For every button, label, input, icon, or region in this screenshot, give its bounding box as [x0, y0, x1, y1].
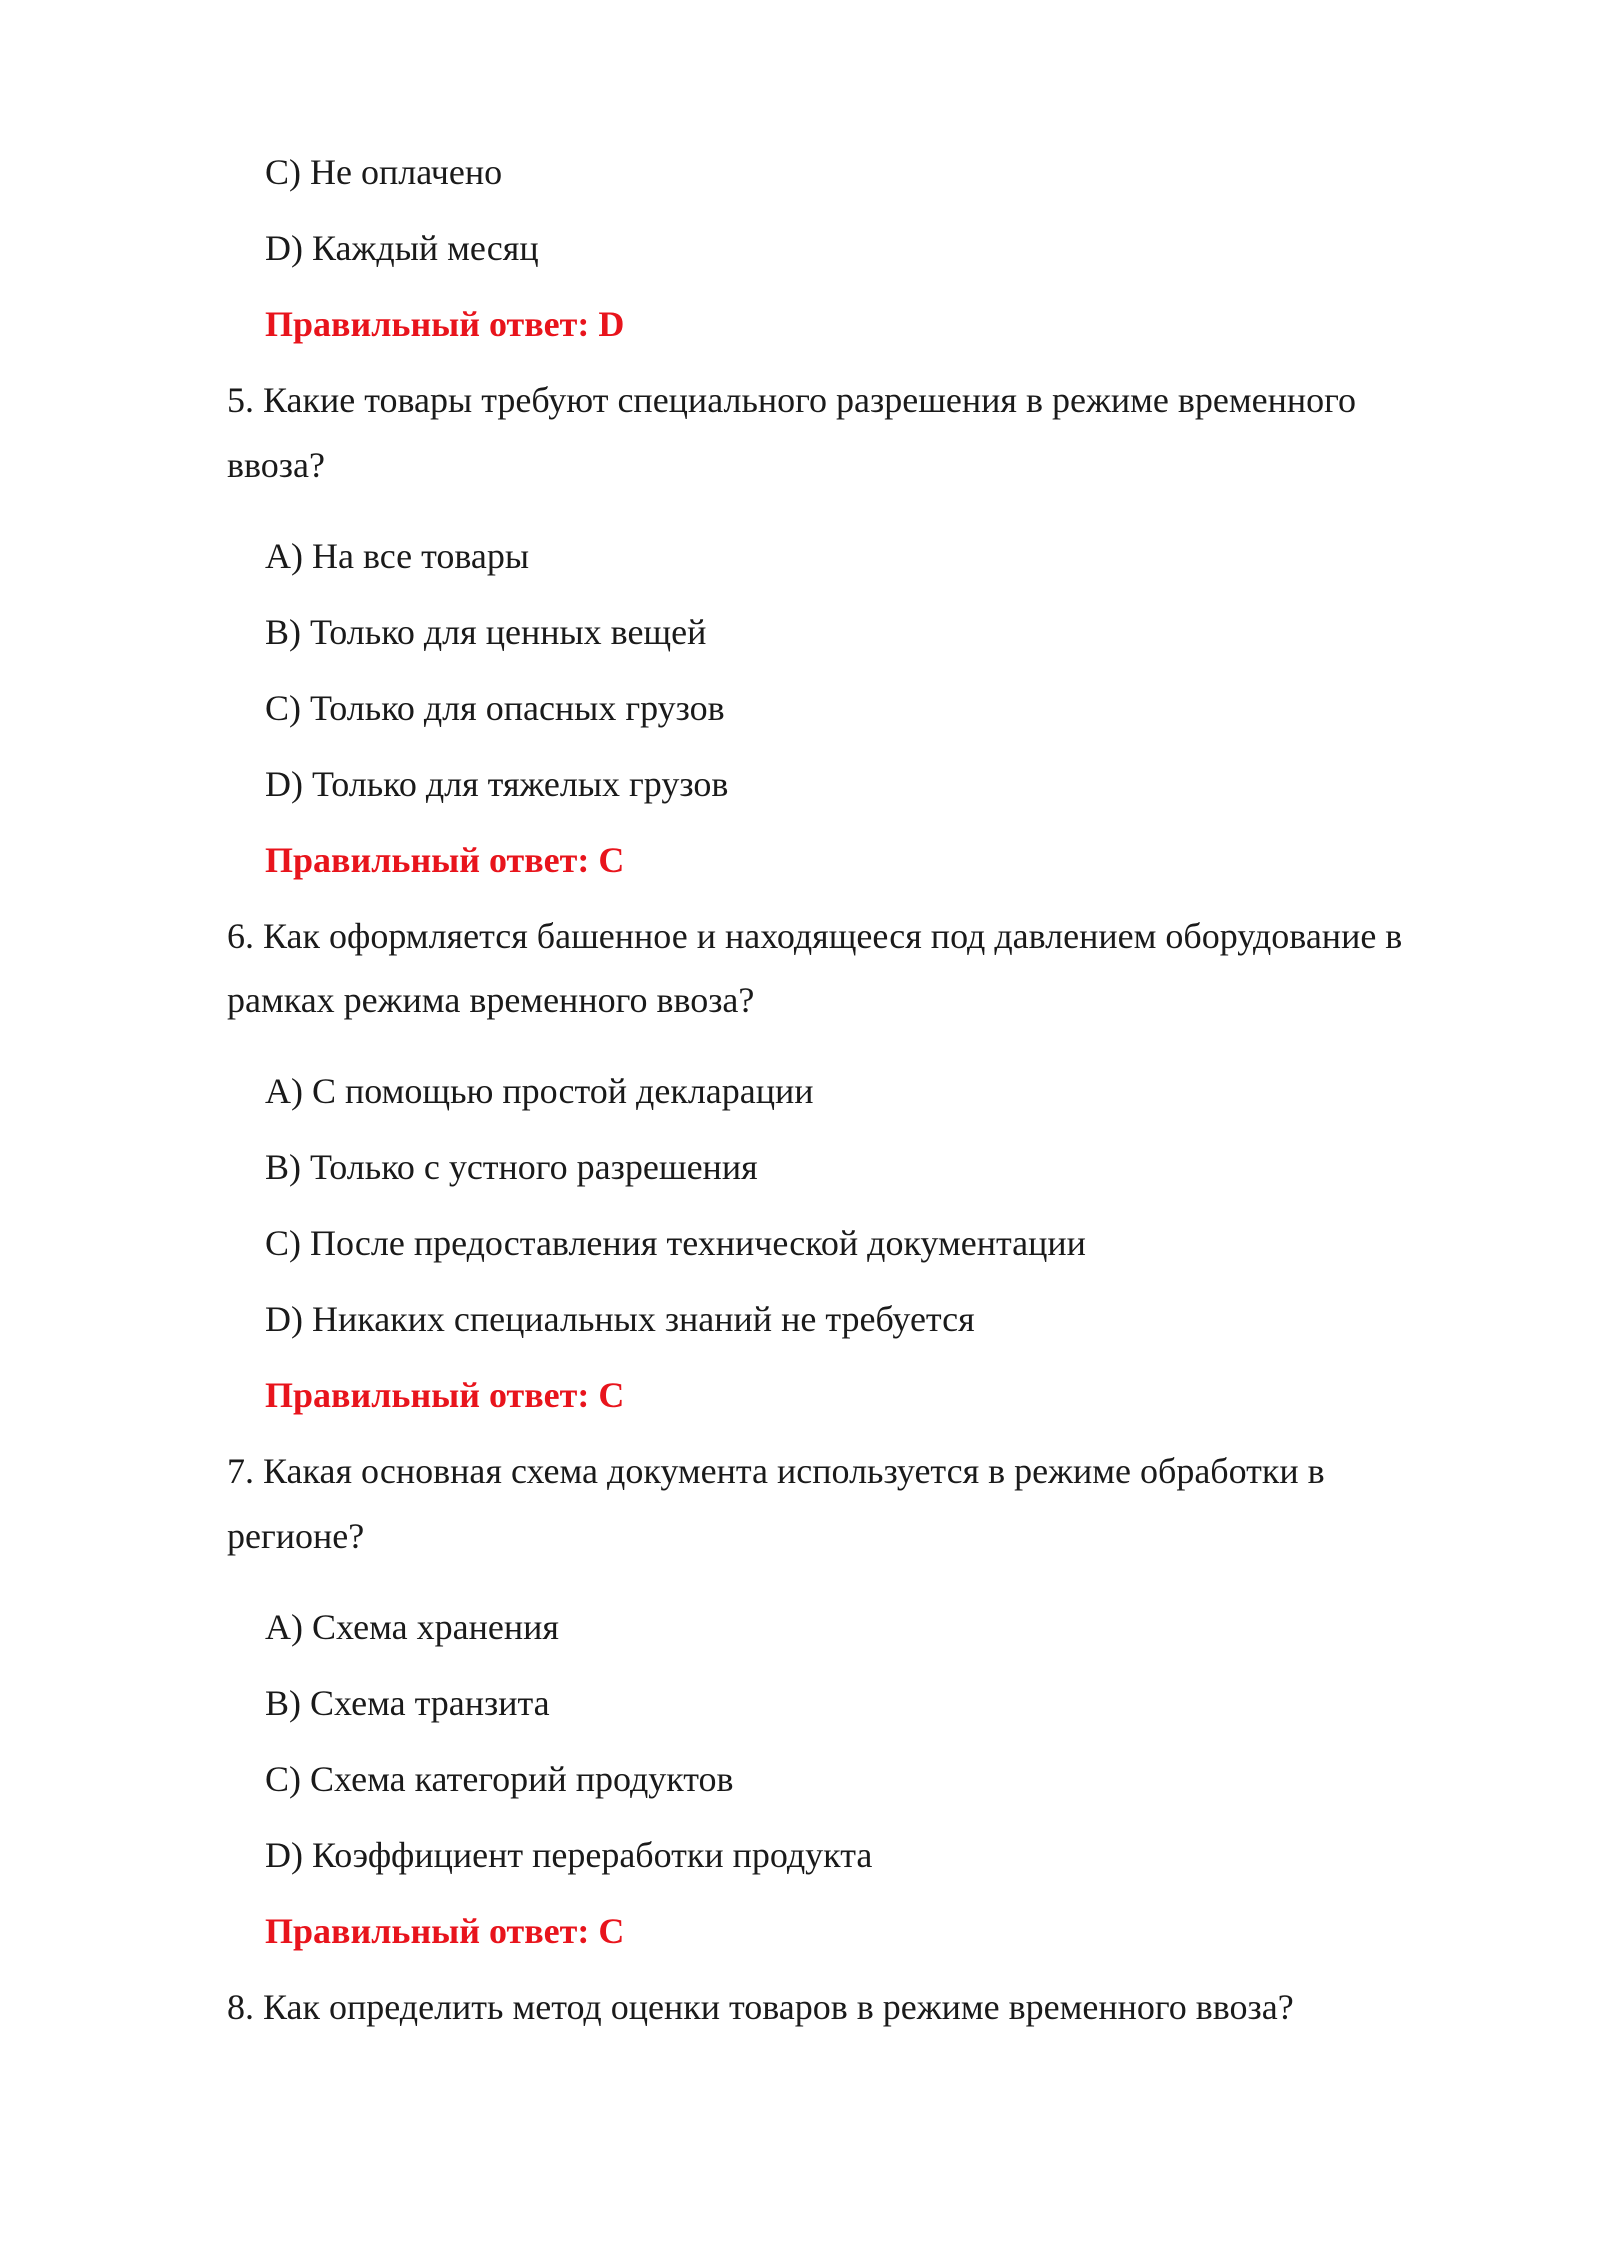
option-c: C) Только для опасных грузов	[265, 688, 725, 728]
correct-answer: Правильный ответ: D	[265, 304, 625, 344]
question-text: 6. Как оформляется башенное и находящееся под давлением оборудование в	[227, 916, 1403, 956]
question-text: 5. Какие товары требуют специального разрешения в режиме временного	[227, 380, 1356, 420]
option-c: C) Схема категорий продуктов	[265, 1759, 734, 1799]
correct-answer: Правильный ответ: C	[265, 840, 625, 880]
option-c: C) Не оплачено	[265, 152, 503, 192]
option-d: D) Коэффициент переработки продукта	[265, 1835, 873, 1875]
question-text-continued: регионе?	[227, 1516, 365, 1556]
option-b: B) Схема транзита	[265, 1683, 550, 1723]
question-text-continued: ввоза?	[227, 445, 325, 485]
option-a: A) На все товары	[265, 536, 530, 576]
option-c: C) После предоставления технической документации	[265, 1223, 1086, 1263]
option-d: D) Каждый месяц	[265, 228, 539, 268]
option-d: D) Никаких специальных знаний не требуется	[265, 1299, 975, 1339]
option-a: A) С помощью простой декларации	[265, 1071, 814, 1111]
question-text: 8. Как определить метод оценки товаров в режиме временного ввоза?	[227, 1987, 1294, 2027]
option-b: B) Только с устного разрешения	[265, 1147, 758, 1187]
question-text: 7. Какая основная схема документа используется в режиме обработки в	[227, 1451, 1325, 1491]
correct-answer: Правильный ответ: C	[265, 1375, 625, 1415]
correct-answer: Правильный ответ: C	[265, 1911, 625, 1951]
option-d: D) Только для тяжелых грузов	[265, 764, 729, 804]
question-text-continued: рамках режима временного ввоза?	[227, 980, 755, 1020]
option-a: A) Схема хранения	[265, 1607, 559, 1647]
option-b: B) Только для ценных вещей	[265, 612, 707, 652]
